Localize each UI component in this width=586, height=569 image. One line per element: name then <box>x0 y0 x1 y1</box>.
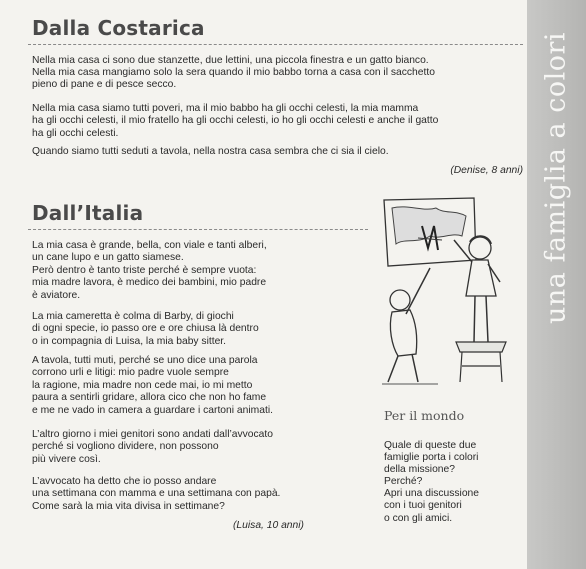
side-band-title: una famiglia a colori <box>540 31 572 325</box>
paragraph-italia-6: L’avvocato ha detto che io posso andare una settimana con mamma e una settimana con papà. Come sarà la mia vita divisa in settimane? <box>32 476 281 512</box>
paragraph-costarica-4: Quando siamo tutti seduti a tavola, nella nostra casa sembra che ci sia il cielo. <box>32 146 389 157</box>
signature-luisa: (Luisa, 10 anni) <box>233 520 304 531</box>
paragraph-italia-3: La mia cameretta è colma di Barby, di giochi di ogni specie, io passo ore e ore chiusa là dentro o in compagnia di Luisa, la mia baby sitter. <box>32 311 259 347</box>
section-title-italia: Dall’Italia <box>32 201 144 225</box>
signature-denise: (Denise, 8 anni) <box>450 165 523 176</box>
paragraph-costarica-2: Nella mia casa mangiamo solo la sera quando il mio babbo torna a casa con il sacchetto pieno di pane e di pesce secco. <box>32 67 435 91</box>
paragraph-costarica-1: Nella mia casa ci sono due stanzette, due lettini, una piccola finestra e un gatto bianco. <box>32 55 429 66</box>
paragraph-italia-5: L’altro giorno i miei genitori sono andati dall’avvocato perché si vogliono dividere, non possono più vivere così. <box>32 429 273 465</box>
dashed-divider <box>28 44 523 45</box>
paragraph-costarica-3: Nella mia casa siamo tutti poveri, ma il mio babbo ha gli occhi celesti, la mia mamma ha gli occhi celesti, il mio fratello ha gli occhi celesti, io ho gli occhi celesti e anche il gatto ha gli occhi celesti. <box>32 103 439 139</box>
sidebox-title: Per il mondo <box>384 408 465 423</box>
children-drawing-on-wall-icon <box>378 196 524 392</box>
section-title-costarica: Dalla Costarica <box>32 16 205 40</box>
sidebox-questions: Quale di queste due famiglie porta i colori della missione? Perché? Apri una discussione con i tuoi genitori o con gli amici. <box>384 440 480 524</box>
paragraph-italia-2: Però dentro è tanto triste perché è sempre vuota: mia madre lavora, è medico dei bambini, mio padre è aviatore. <box>32 265 267 301</box>
paragraph-italia-1: La mia casa è grande, bella, con viale e tanti alberi, un cane lupo e un gatto siamese. <box>32 240 267 264</box>
paragraph-italia-4: A tavola, tutti muti, perché se uno dice una parola corrono urli e litigi: mio padre vuole sempre la ragione, mia madre non cede mai, io mi metto paura a sentirli gridare, allora cico che non ho fame e me ne vado in camera a guardare i cartoni animati. <box>32 355 273 416</box>
dashed-divider <box>28 229 368 230</box>
